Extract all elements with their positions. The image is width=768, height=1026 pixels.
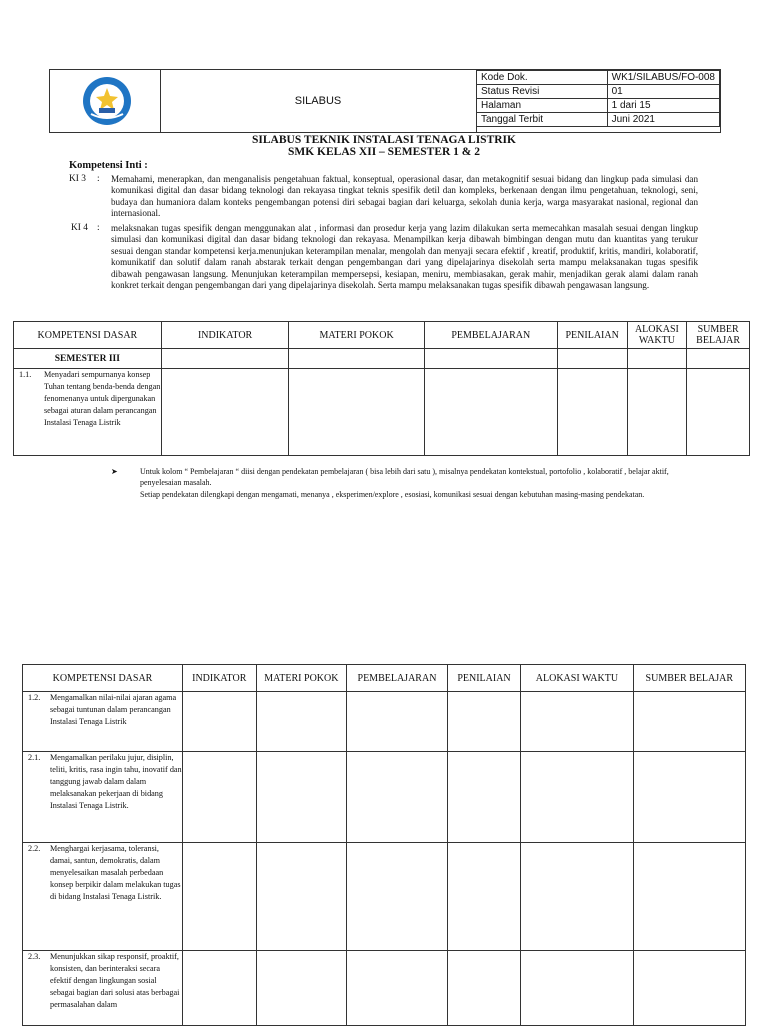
table-row: [23, 951, 746, 1026]
empty-cell: [289, 369, 424, 456]
document-header: [49, 69, 721, 133]
empty-cell: [633, 692, 745, 752]
note-bullet: ➤: [111, 467, 118, 476]
empty-cell: [627, 369, 687, 456]
col-materi-pokok: MATERI POKOK: [256, 665, 347, 692]
empty-cell: [182, 752, 256, 843]
empty-cell: [557, 349, 627, 369]
empty-cell: [633, 843, 745, 951]
doc-title-line1: SILABUS TEKNIK INSTALASI TENAGA LISTRIK: [252, 134, 516, 146]
empty-cell: [424, 349, 557, 369]
meta-value: 1 dari 15: [607, 99, 719, 113]
empty-cell: [447, 752, 521, 843]
empty-cell: [447, 951, 521, 1026]
empty-cell: [521, 843, 633, 951]
table-row: [23, 692, 746, 752]
ki4-label: KI 4: [71, 223, 88, 233]
col-pembelajaran: PEMBELAJARAN: [347, 665, 447, 692]
col-alokasi-waktu: ALOKASI WAKTU: [627, 322, 687, 349]
ki4-text: melaksnakan tugas spesifik dengan menggunakan alat , informasi dan prosedur kerja yang lazim dilakukan serta memecahkan masalah sesuai dengan lingkup simulasi dan komunikasi digital dan dasar bidang teknologi dan rekayasa. Menampilkan kerja dibawah bimbingan dengan mutu dan kuantitas yang terukur sesuai dengan standar kompetensi kerja.menunjukan keterampilan menalar, mengolah dan menyaji secara efektif , kreatif, produktif, kritis, mandiri, kolaboratif, komunikatif dan solutif dalam ranah abstarak terkait dengan pengembangan dari yang dipelajarinya disekolah serta mampu melaksanakan tugas spesifik dibawah pengawasan langsung. Menunjukan keterampilan mempersepsi, kesiapan, meniru, membiasakan, gerak mahir, menjadikan gerak alami dalam ranah konkret terkait dengan pengembangan dari yang dipelajarinya disekolah. Serta mampu melaksanakan tugas spesifik dibawah pengawasan langsung.: [111, 223, 698, 291]
empty-cell: [256, 692, 347, 752]
note-line2: Setiap pendekatan dilengkapi dengan mengamati, menanya , eksperimen/explore , esosiasi, komunikasi sesuai dengan kebutuhan masing-masing pendekatan.: [140, 490, 645, 499]
header-title: SILABUS: [160, 70, 477, 132]
col-indikator: INDIKATOR: [161, 322, 289, 349]
empty-cell: [687, 349, 750, 369]
empty-cell: [557, 369, 627, 456]
meta-value: Juni 2021: [607, 113, 719, 127]
ki3-colon: :: [97, 174, 100, 184]
empty-cell: [424, 369, 557, 456]
semester-row: [14, 349, 750, 369]
col-kompetensi-dasar: KOMPETENSI DASAR: [14, 322, 162, 349]
col-indikator: INDIKATOR: [182, 665, 256, 692]
kd-cell: [14, 369, 162, 456]
col-kompetensi-dasar: KOMPETENSI DASAR: [23, 665, 183, 692]
empty-cell: [161, 369, 289, 456]
col-pembelajaran: PEMBELAJARAN: [424, 322, 557, 349]
empty-cell: [633, 951, 745, 1026]
kd-number: 2.2.: [28, 844, 41, 853]
ki3-label: KI 3: [69, 174, 86, 184]
kd-text: Menyadari sempurnanya konsep Tuhan tentang benda-benda dengan fenomenanya untuk dipergunakan sebagai aturan dalam perancangan Instalasi Tenaga Listrik: [44, 370, 161, 427]
kd-cell: [23, 692, 183, 752]
empty-cell: [161, 349, 289, 369]
col-sumber-belajar: SUMBER BELAJAR: [687, 322, 750, 349]
empty-cell: [627, 349, 687, 369]
ki4-colon: :: [97, 223, 100, 233]
syllabus-table-continued: [22, 664, 746, 1026]
empty-cell: [347, 692, 447, 752]
note-line1: Untuk kolom “ Pembelajaran “ diisi dengan pendekatan pembelajaran ( bisa lebih dari satu ), misalnya pendekatan kontekstual, portofolio , kolaboratif , belajar aktif, penyelesaian masalah.: [140, 467, 669, 487]
empty-cell: [347, 752, 447, 843]
table-row: [14, 369, 750, 456]
col-sumber-belajar: SUMBER BELAJAR: [633, 665, 745, 692]
doc-title-line2: SMK KELAS XII – SEMESTER 1 & 2: [287, 146, 481, 158]
empty-cell: [182, 843, 256, 951]
meta-label: Kode Dok.: [477, 71, 608, 85]
kd-number: 1.1.: [19, 370, 32, 379]
meta-row-halaman: [477, 99, 720, 113]
kd-number: 1.2.: [28, 693, 41, 702]
meta-label: Tanggal Terbit: [477, 113, 608, 127]
syllabus-table-semester-3: [13, 321, 750, 456]
meta-value: WK1/SILABUS/FO-008: [607, 71, 719, 85]
table-row: [23, 843, 746, 951]
kd-number: 2.3.: [28, 952, 41, 961]
table-header-row: [23, 665, 746, 692]
meta-row-kode: [477, 71, 720, 85]
empty-cell: [256, 951, 347, 1026]
empty-cell: [182, 692, 256, 752]
document-meta: [476, 70, 720, 127]
empty-cell: [521, 752, 633, 843]
table-header-row: [14, 322, 750, 349]
meta-table: [476, 70, 720, 127]
kd-cell: [23, 951, 183, 1026]
col-penilaian: PENILAIAN: [447, 665, 521, 692]
meta-value: 01: [607, 85, 719, 99]
empty-cell: [521, 692, 633, 752]
empty-cell: [687, 369, 750, 456]
empty-cell: [256, 843, 347, 951]
kd-cell: [23, 843, 183, 951]
empty-cell: [521, 951, 633, 1026]
tut-wuri-handayani-logo: [50, 70, 160, 132]
meta-label: Halaman: [477, 99, 608, 113]
empty-cell: [447, 692, 521, 752]
kd-text: Menunjukkan sikap responsif, proaktif, konsisten, dan berinteraksi secara efektif dengan lingkungan sosial sebagai bagian dari solusi atas berbagai permasalahan dalam: [50, 952, 180, 1009]
table-row: [23, 752, 746, 843]
logo-cell: [50, 70, 161, 132]
col-penilaian: PENILAIAN: [557, 322, 627, 349]
semester-label: SEMESTER III: [14, 349, 162, 369]
kd-text: Mengamalkan nilai-nilai ajaran agama sebagai tuntunan dalam perancangan Instalasi Tenaga Listrik: [50, 693, 177, 726]
empty-cell: [289, 349, 424, 369]
ki3-text: Memahami, menerapkan, dan menganalisis pengetahuan faktual, konseptual, operasional dasar, dan metakognitif sesuai bidang dan lingkup pada simulasi dan komunikasi digital dan dasar bidang teknologi dan rekayasa tingkat teknis spesifik detil dan kompleks, berkenaan dengan ilmu pengetahuan, teknologi, seni, budaya dan humaniora dalam konteks pengembangan potensi diri sebagai bagian dari keluarga, sekolah dunia kerja, warga masyarakat nasional, regional dan internasional.: [111, 174, 698, 219]
meta-label: Status Revisi: [477, 85, 608, 99]
kd-text: Mengamalkan perilaku jujur, disiplin, teliti, kritis, rasa ingin tahu, inovatif dan tanggung jawab dalam dalam melaksanakan pekerjaan di bidang Instalasi Tenaga Listrik.: [50, 753, 182, 810]
empty-cell: [347, 951, 447, 1026]
meta-row-status: [477, 85, 720, 99]
empty-cell: [182, 951, 256, 1026]
kd-cell: [23, 752, 183, 843]
empty-cell: [347, 843, 447, 951]
kd-text: Menghargai kerjasama, toleransi, damai, santun, demokratis, dalam menyelesaikan masalah perbedaan konsep berpikir dalam melakukan tugas di bidang Instalasi Tenaga Listrik.: [50, 844, 181, 901]
meta-row-tanggal: [477, 113, 720, 127]
col-materi-pokok: MATERI POKOK: [289, 322, 424, 349]
empty-cell: [447, 843, 521, 951]
empty-cell: [633, 752, 745, 843]
empty-cell: [256, 752, 347, 843]
kompetensi-inti-heading: Kompetensi Inti :: [69, 160, 148, 171]
col-alokasi-waktu: ALOKASI WAKTU: [521, 665, 633, 692]
kd-number: 2.1.: [28, 753, 41, 762]
